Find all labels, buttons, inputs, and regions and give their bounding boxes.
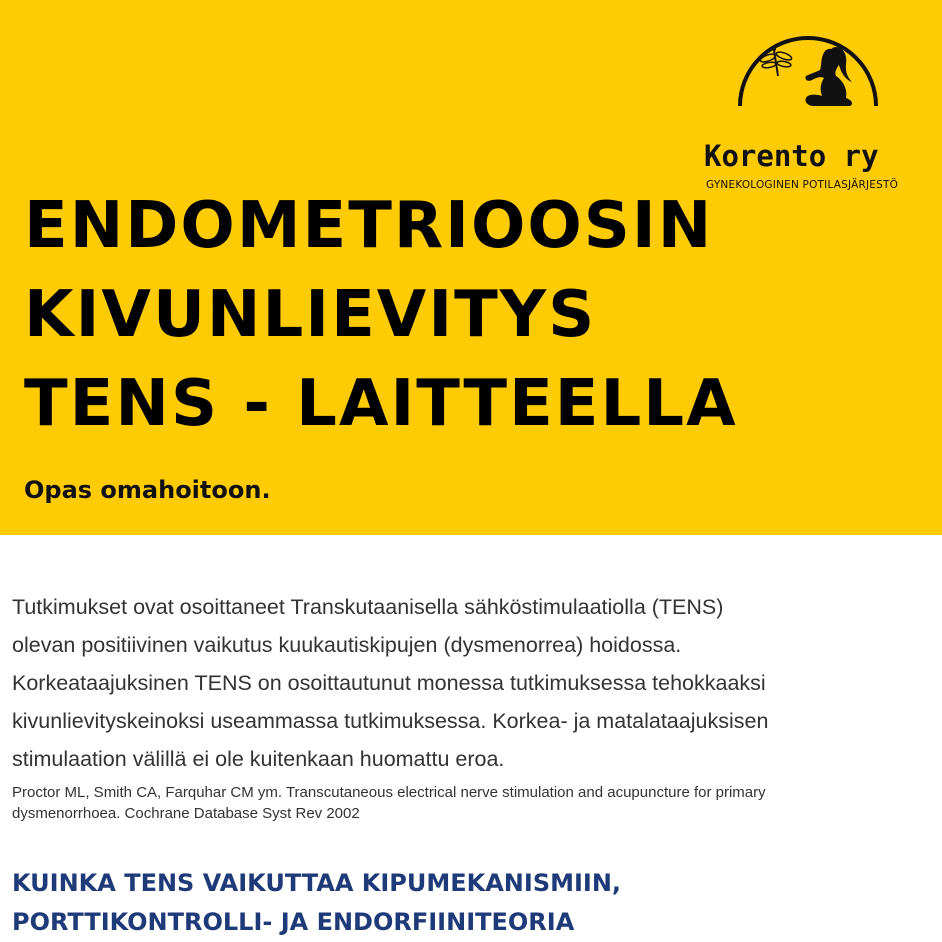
title-line: TENS - LAITTEELLA (24, 367, 738, 441)
logo-name: Korento ry (704, 139, 879, 173)
paragraph-line: Tutkimukset ovat osoittaneet Transkutaanisella sähköstimulaatiolla (TENS) (12, 595, 724, 619)
title-line: ENDOMETRIOOSIN (24, 189, 714, 263)
paragraph-line: kivunlievityskeinoksi useammassa tutkimuksessa. Korkea- ja matalataajuksisen (12, 709, 769, 733)
logo-subtitle: GYNEKOLOGINEN POTILASJÄRJESTÖ (706, 179, 899, 191)
page-title (24, 182, 738, 449)
section-heading-line: KUINKA TENS VAIKUTTAA KIPUMEKANISMIIN, (12, 869, 622, 897)
intro-paragraph (12, 588, 932, 778)
title-line: KIVUNLIEVITYS (24, 278, 597, 352)
reference-citation (12, 782, 932, 824)
korento-logo (700, 22, 918, 192)
reference-line: Proctor ML, Smith CA, Farquhar CM ym. Transcutaneous electrical nerve stimulation and acupuncture for primary (12, 784, 766, 801)
reference-line: dysmenorrhoea. Cochrane Database Syst Rev 2002 (12, 805, 360, 822)
paragraph-line: Korkeataajuksinen TENS on osoittautunut monessa tutkimuksessa tehokkaaksi (12, 671, 766, 695)
page-subtitle: Opas omahoitoon. (24, 476, 271, 504)
section-heading (12, 864, 621, 942)
section-heading-line: PORTTIKONTROLLI- JA ENDORFIINITEORIA (12, 908, 575, 936)
paragraph-line: stimulaation välillä ei ole kuitenkaan huomattu eroa. (12, 747, 505, 771)
paragraph-line: olevan positiivinen vaikutus kuukautiskipujen (dysmenorrea) hoidossa. (12, 633, 682, 657)
woman-with-dragonfly-icon (734, 22, 882, 122)
